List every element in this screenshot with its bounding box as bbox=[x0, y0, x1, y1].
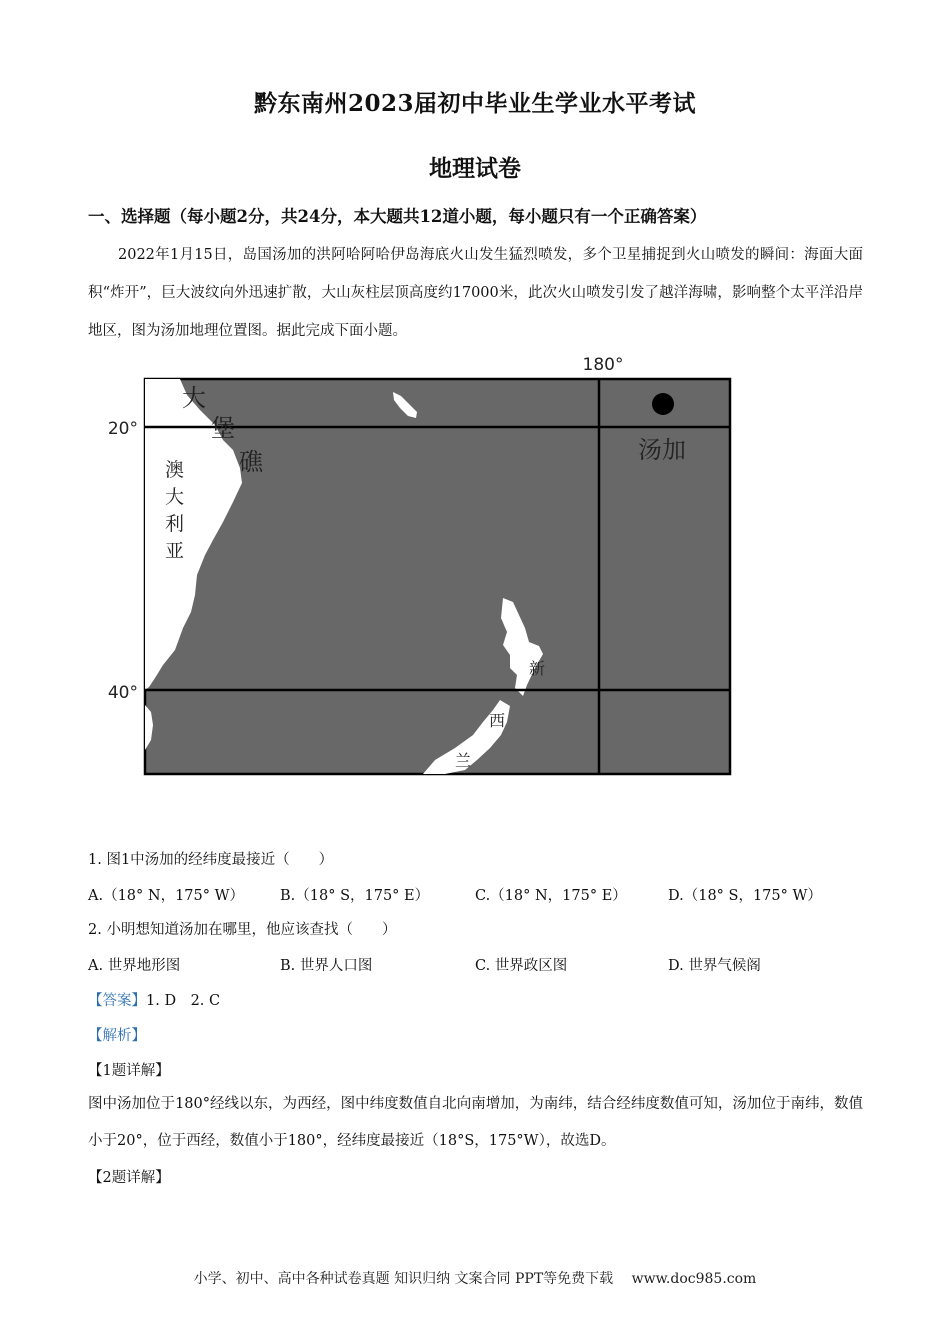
q1-option-c: C.（18° N，175° E） bbox=[475, 888, 627, 904]
australia-label-3: 利 bbox=[165, 513, 185, 535]
q2-option-a: A. 世界地形图 bbox=[88, 958, 181, 974]
nz-label-2: 西 bbox=[489, 711, 506, 730]
tonga-label: 汤加 bbox=[638, 436, 686, 464]
question-1-stem: 1. 图1中汤加的经纬度最接近（ ） bbox=[88, 852, 334, 868]
answer-line bbox=[88, 989, 220, 1010]
reef-label-2: 堡 bbox=[211, 414, 235, 442]
page-subtitle: 地理试卷 bbox=[429, 155, 521, 182]
q1-option-d: D.（18° S，175° W） bbox=[668, 888, 822, 904]
detail-1-text: 图中汤加位于180°经线以东，为西经，图中纬度数值自北向南增加，为南纬，结合经纬度数值可知，汤加位于南纬，数值小于20°，位于西经，数值小于180°，经纬度最接近（18°S，175°W），故选D。 bbox=[88, 1096, 863, 1149]
intro-paragraph: 2022年1月15日，岛国汤加的洪阿哈阿哈伊岛海底火山发生猛烈喷发，多个卫星捕捉到火山喷发的瞬间：海面大面积“炸开”，巨大波纹向外迅速扩散，大山灰柱层顶高度约17000米，此次火山喷发引发了越洋海啸，影响整个太平洋沿岸地区，图为汤加地理位置图。据此完成下面小题。 bbox=[88, 247, 863, 339]
page-footer: 小学、初中、高中各种试卷真题 知识归纳 文案合同 PPT等免费下载 www.doc985.com bbox=[193, 1271, 757, 1287]
tonga-location-map bbox=[105, 350, 745, 780]
analysis-label: 【解析】 bbox=[88, 1028, 146, 1044]
q2-option-c: C. 世界政区图 bbox=[475, 958, 568, 974]
section-heading: 一、选择题（每小题2分，共24分，本大题共12道小题，每小题只有一个正确答案） bbox=[88, 207, 707, 226]
q2-option-d: D. 世界气候阁 bbox=[668, 958, 761, 974]
australia-label-1: 澳 bbox=[165, 459, 185, 481]
lat-label-40: 40° bbox=[107, 683, 138, 703]
australia-label-2: 大 bbox=[165, 486, 185, 508]
reef-label-3: 礁 bbox=[239, 448, 263, 476]
q1-option-b: B.（18° S，175° E） bbox=[280, 888, 430, 904]
q2-option-b: B. 世界人口图 bbox=[280, 958, 373, 974]
question-2-stem: 2. 小明想知道汤加在哪里，他应该查找（ ） bbox=[88, 922, 397, 938]
reef-label-1: 大 bbox=[182, 384, 206, 412]
tonga-marker bbox=[652, 393, 674, 415]
detail-1-label: 【1题详解】 bbox=[88, 1063, 170, 1079]
answer-text: 1. D 2. C bbox=[146, 993, 221, 1009]
detail-2-label: 【2题详解】 bbox=[88, 1170, 170, 1186]
q1-option-a: A.（18° N，175° W） bbox=[88, 888, 245, 904]
australia-label-4: 亚 bbox=[165, 540, 185, 562]
answer-label: 【答案】 bbox=[88, 993, 146, 1009]
nz-label-1: 新 bbox=[529, 659, 546, 678]
page-title: 黔东南州2023届初中毕业生学业水平考试 bbox=[253, 90, 696, 117]
nz-label-3: 兰 bbox=[455, 751, 472, 770]
lon-label-180: 180° bbox=[582, 355, 624, 375]
lat-label-20: 20° bbox=[107, 419, 138, 439]
